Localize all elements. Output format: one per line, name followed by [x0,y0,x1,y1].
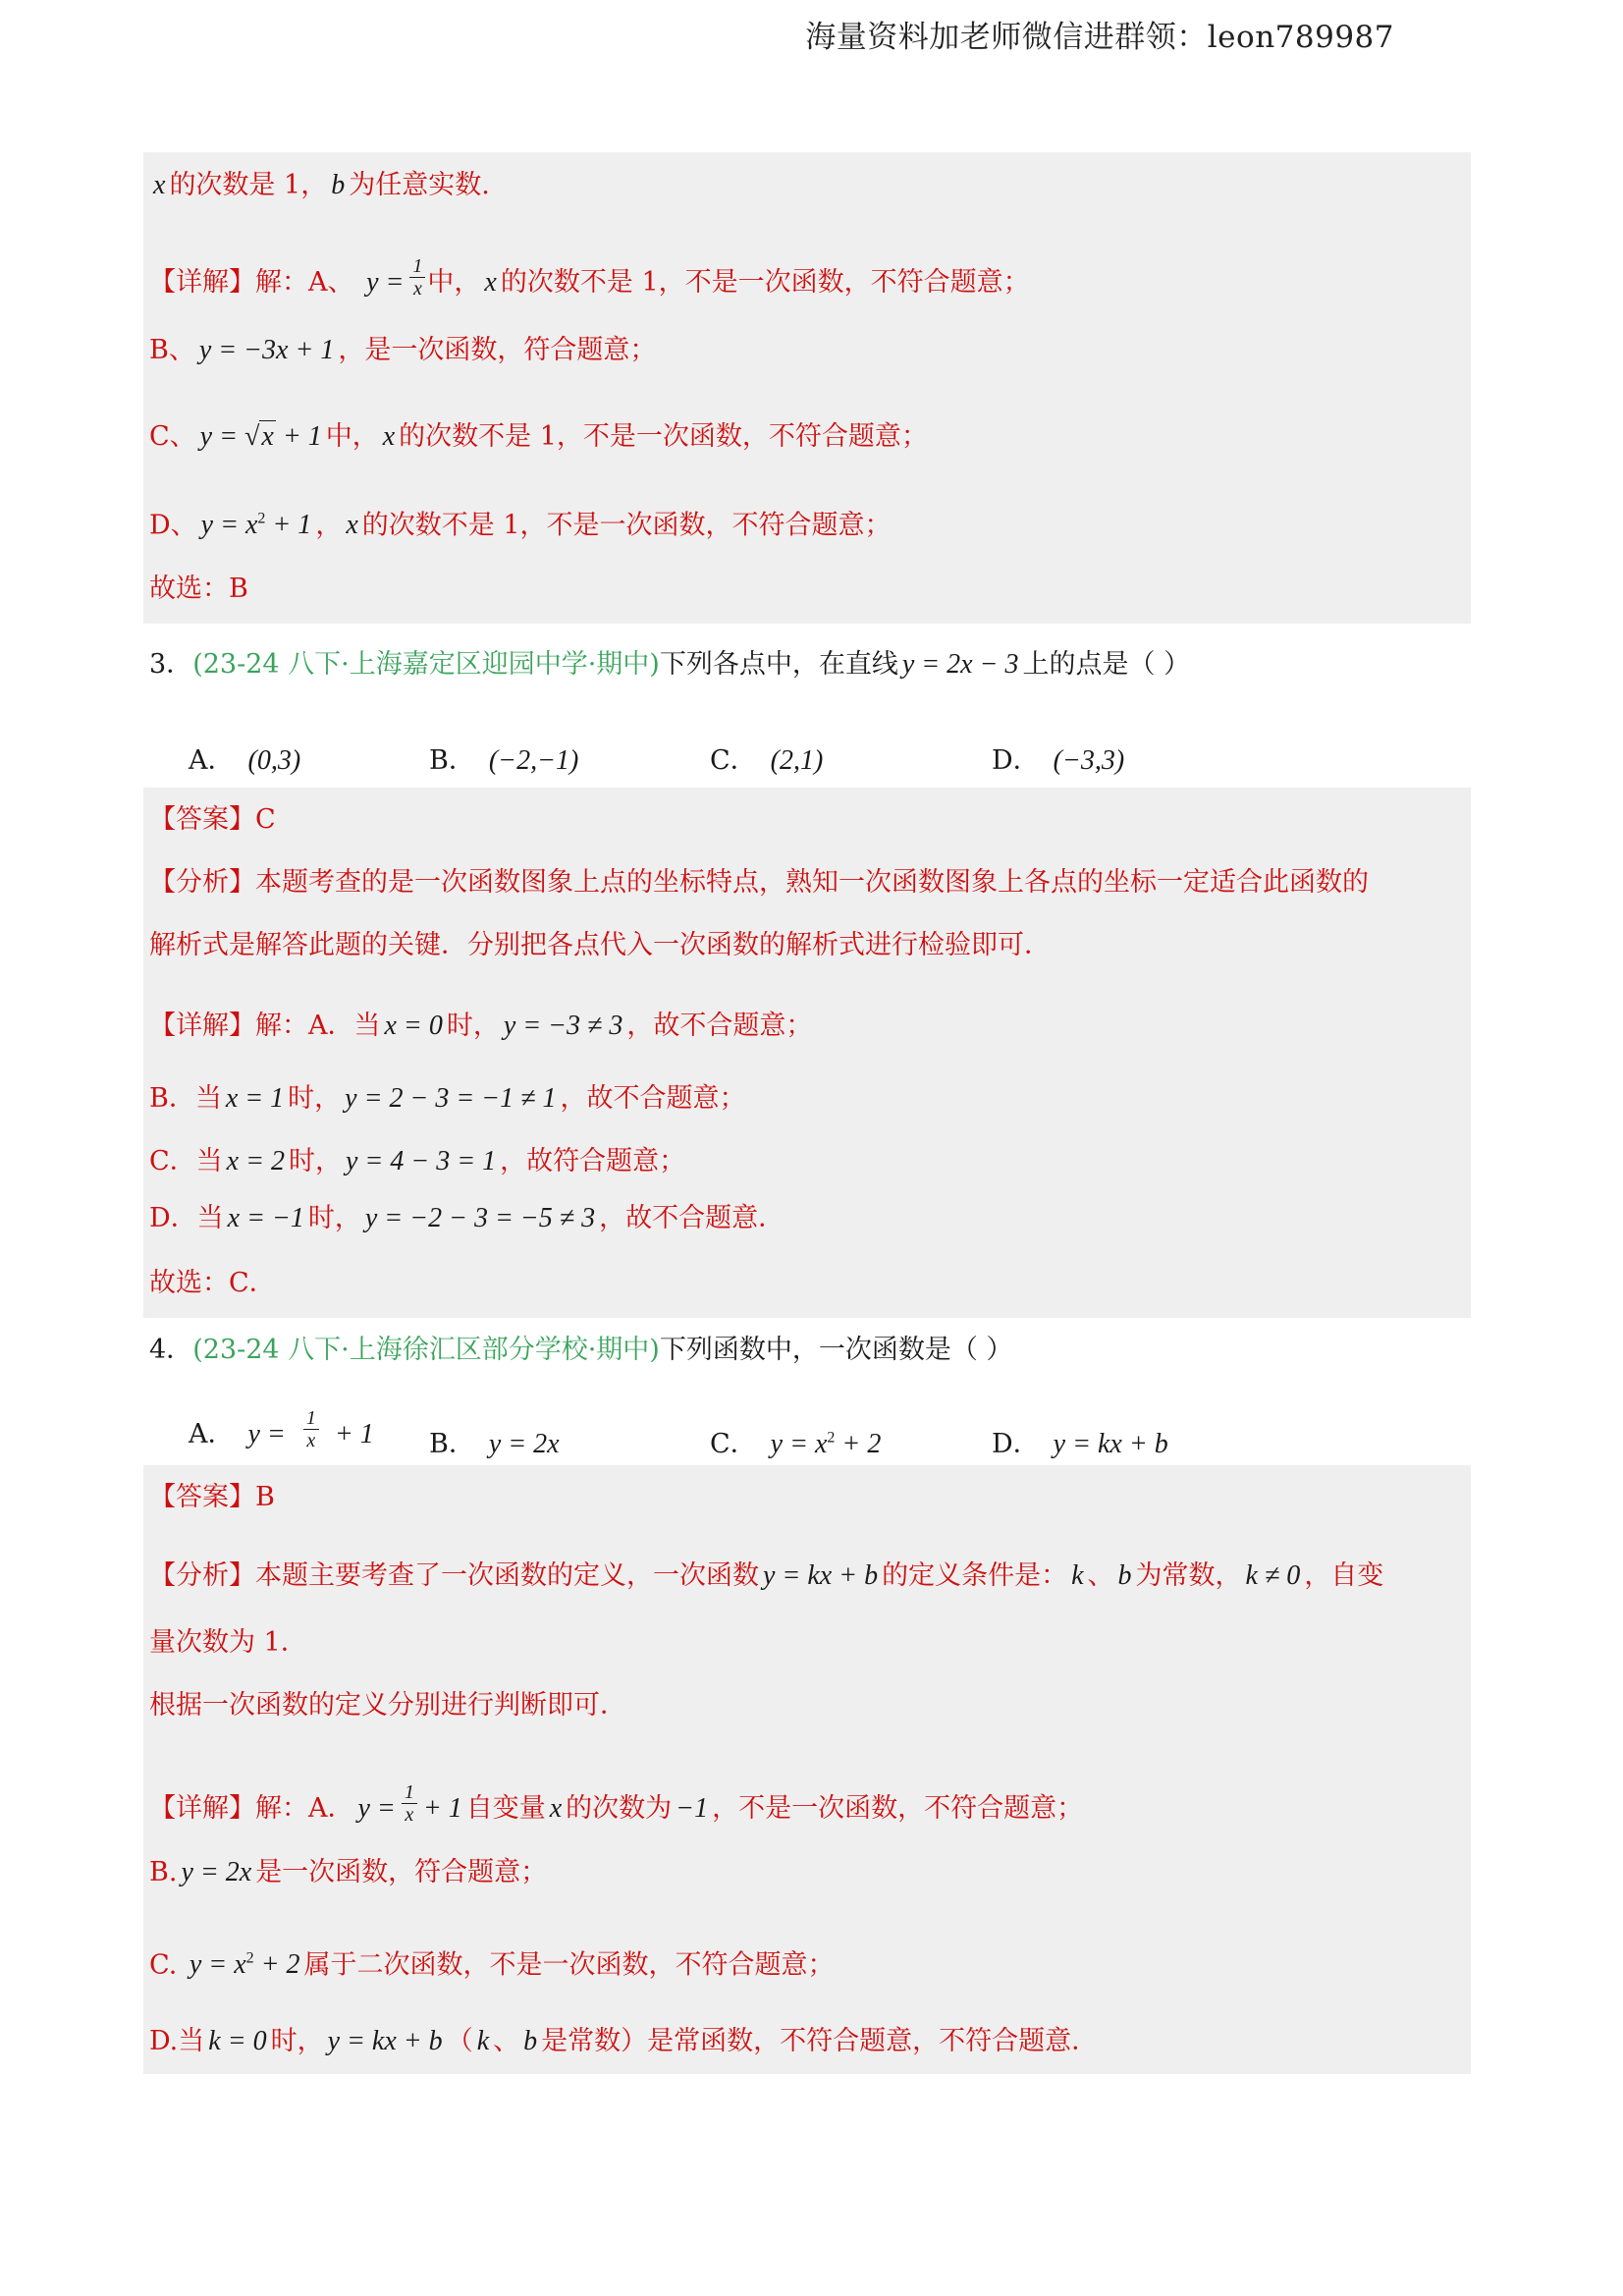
q4-stem: 4．(23-24 八下·上海徐汇区部分学校·期中)下列函数中，一次函数是（ ） [149,1335,1013,1365]
q4-analysis-1: 【分析】本题主要考查了一次函数的定义，一次函数 y = kx + b 的定义条件是： k 、 b 为常数， k ≠ 0 ，自变 [149,1560,1384,1591]
q3-detail-d: D．当 x = −1 时， y = −2 − 3 = −5 ≠ 3 ，故不合题意． [149,1203,785,1233]
watermark-header: 海量资料加老师微信进群领：leon789987 [805,20,1394,55]
q3-detail-a: 【详解】解：A．当 x = 0 时， y = −3 ≠ 3 ，故不合题意； [149,1011,813,1041]
q3-conclusion: 故选：C． [149,1268,276,1298]
q2-detail-a: 【详解】解：A、 y = $\frac{1}{x}$ 中， x 的次数不是 1，不是一次函数，不符合题意； [149,255,1030,300]
q2-detail-b: B、 y = −3x + 1 ，是一次函数，符合题意； [149,335,657,365]
q3-analysis-1: 【分析】本题考查的是一次函数图象上点的坐标特点，熟知一次函数图象上各点的坐标一定适合此函数的 [149,867,1369,898]
solution-box-q4 [143,1465,1471,2074]
q4-option-a: A． y = $\frac{1}{x}$ + 1 [189,1407,374,1451]
q4-answer: 【答案】B [149,1482,275,1512]
q4-option-d: D． y = kx + b [992,1429,1168,1459]
q4-detail-a: 【详解】解：A． y = $\frac{1}{x}$ + 1 自变量 x 的次数为 −1 ，不是一次函数，不符合题意； [149,1781,1084,1826]
q4-detail-b: B. y = 2x 是一次函数，符合题意； [149,1857,548,1887]
q3-analysis-2: 解析式是解答此题的关键．分别把各点代入一次函数的解析式进行检验即可． [149,930,1051,960]
fraction: $\frac{1}{x}$ [409,255,425,300]
q3-detail-c: C．当 x = 2 时， y = 4 − 3 = 1 ，故符合题意； [149,1146,686,1176]
q3-answer: 【答案】C [149,804,276,835]
q4-detail-c: C. $y = x^2 + 2$ 属于二次函数，不是一次函数，不符合题意； [149,1949,835,1981]
q4-option-c: C． $y = x^2 + 2$ [710,1429,882,1459]
q2-detail-d: D、 $y = x^2 + 1$ ， x 的次数不是 1，不是一次函数，不符合题意； [149,510,892,541]
q2-condition-line: x 的次数是 1， b 为任意实数. [153,170,490,200]
q3-option-a: A． (0,3) [189,745,301,776]
fraction: $\frac{1}{x}$ [303,1407,319,1451]
q2-detail-c: C、 y = √x + 1 中， x 的次数不是 1，不是一次函数，不符合题意； [149,421,928,452]
q4-detail-d: D.当 k = 0 时， y = kx + b （ k 、 b 是常数）是常函数，不符合题意，不符合题意． [149,2026,1099,2056]
q3-option-d: D． (−3,3) [992,745,1125,776]
q3-option-c: C． (2,1) [710,745,824,776]
q3-detail-b: B．当 x = 1 时， y = 2 − 3 = −1 ≠ 1 ，故不合题意； [149,1083,746,1114]
q4-analysis-2: 量次数为 1． [149,1627,307,1658]
q4-analysis-3: 根据一次函数的定义分别进行判断即可． [149,1690,626,1721]
fraction: $\frac{1}{x}$ [402,1781,417,1826]
q3-stem: 3．(23-24 八下·上海嘉定区迎园中学·期中)下列各点中，在直线 y = 2x − 3 上的点是（ ） [149,649,1191,680]
q2-answer: 故选：B [149,574,248,604]
q3-option-b: B． (−2,−1) [429,745,579,776]
solution-box-q2 [143,152,1471,624]
q4-option-b: B． y = 2x [429,1429,560,1459]
